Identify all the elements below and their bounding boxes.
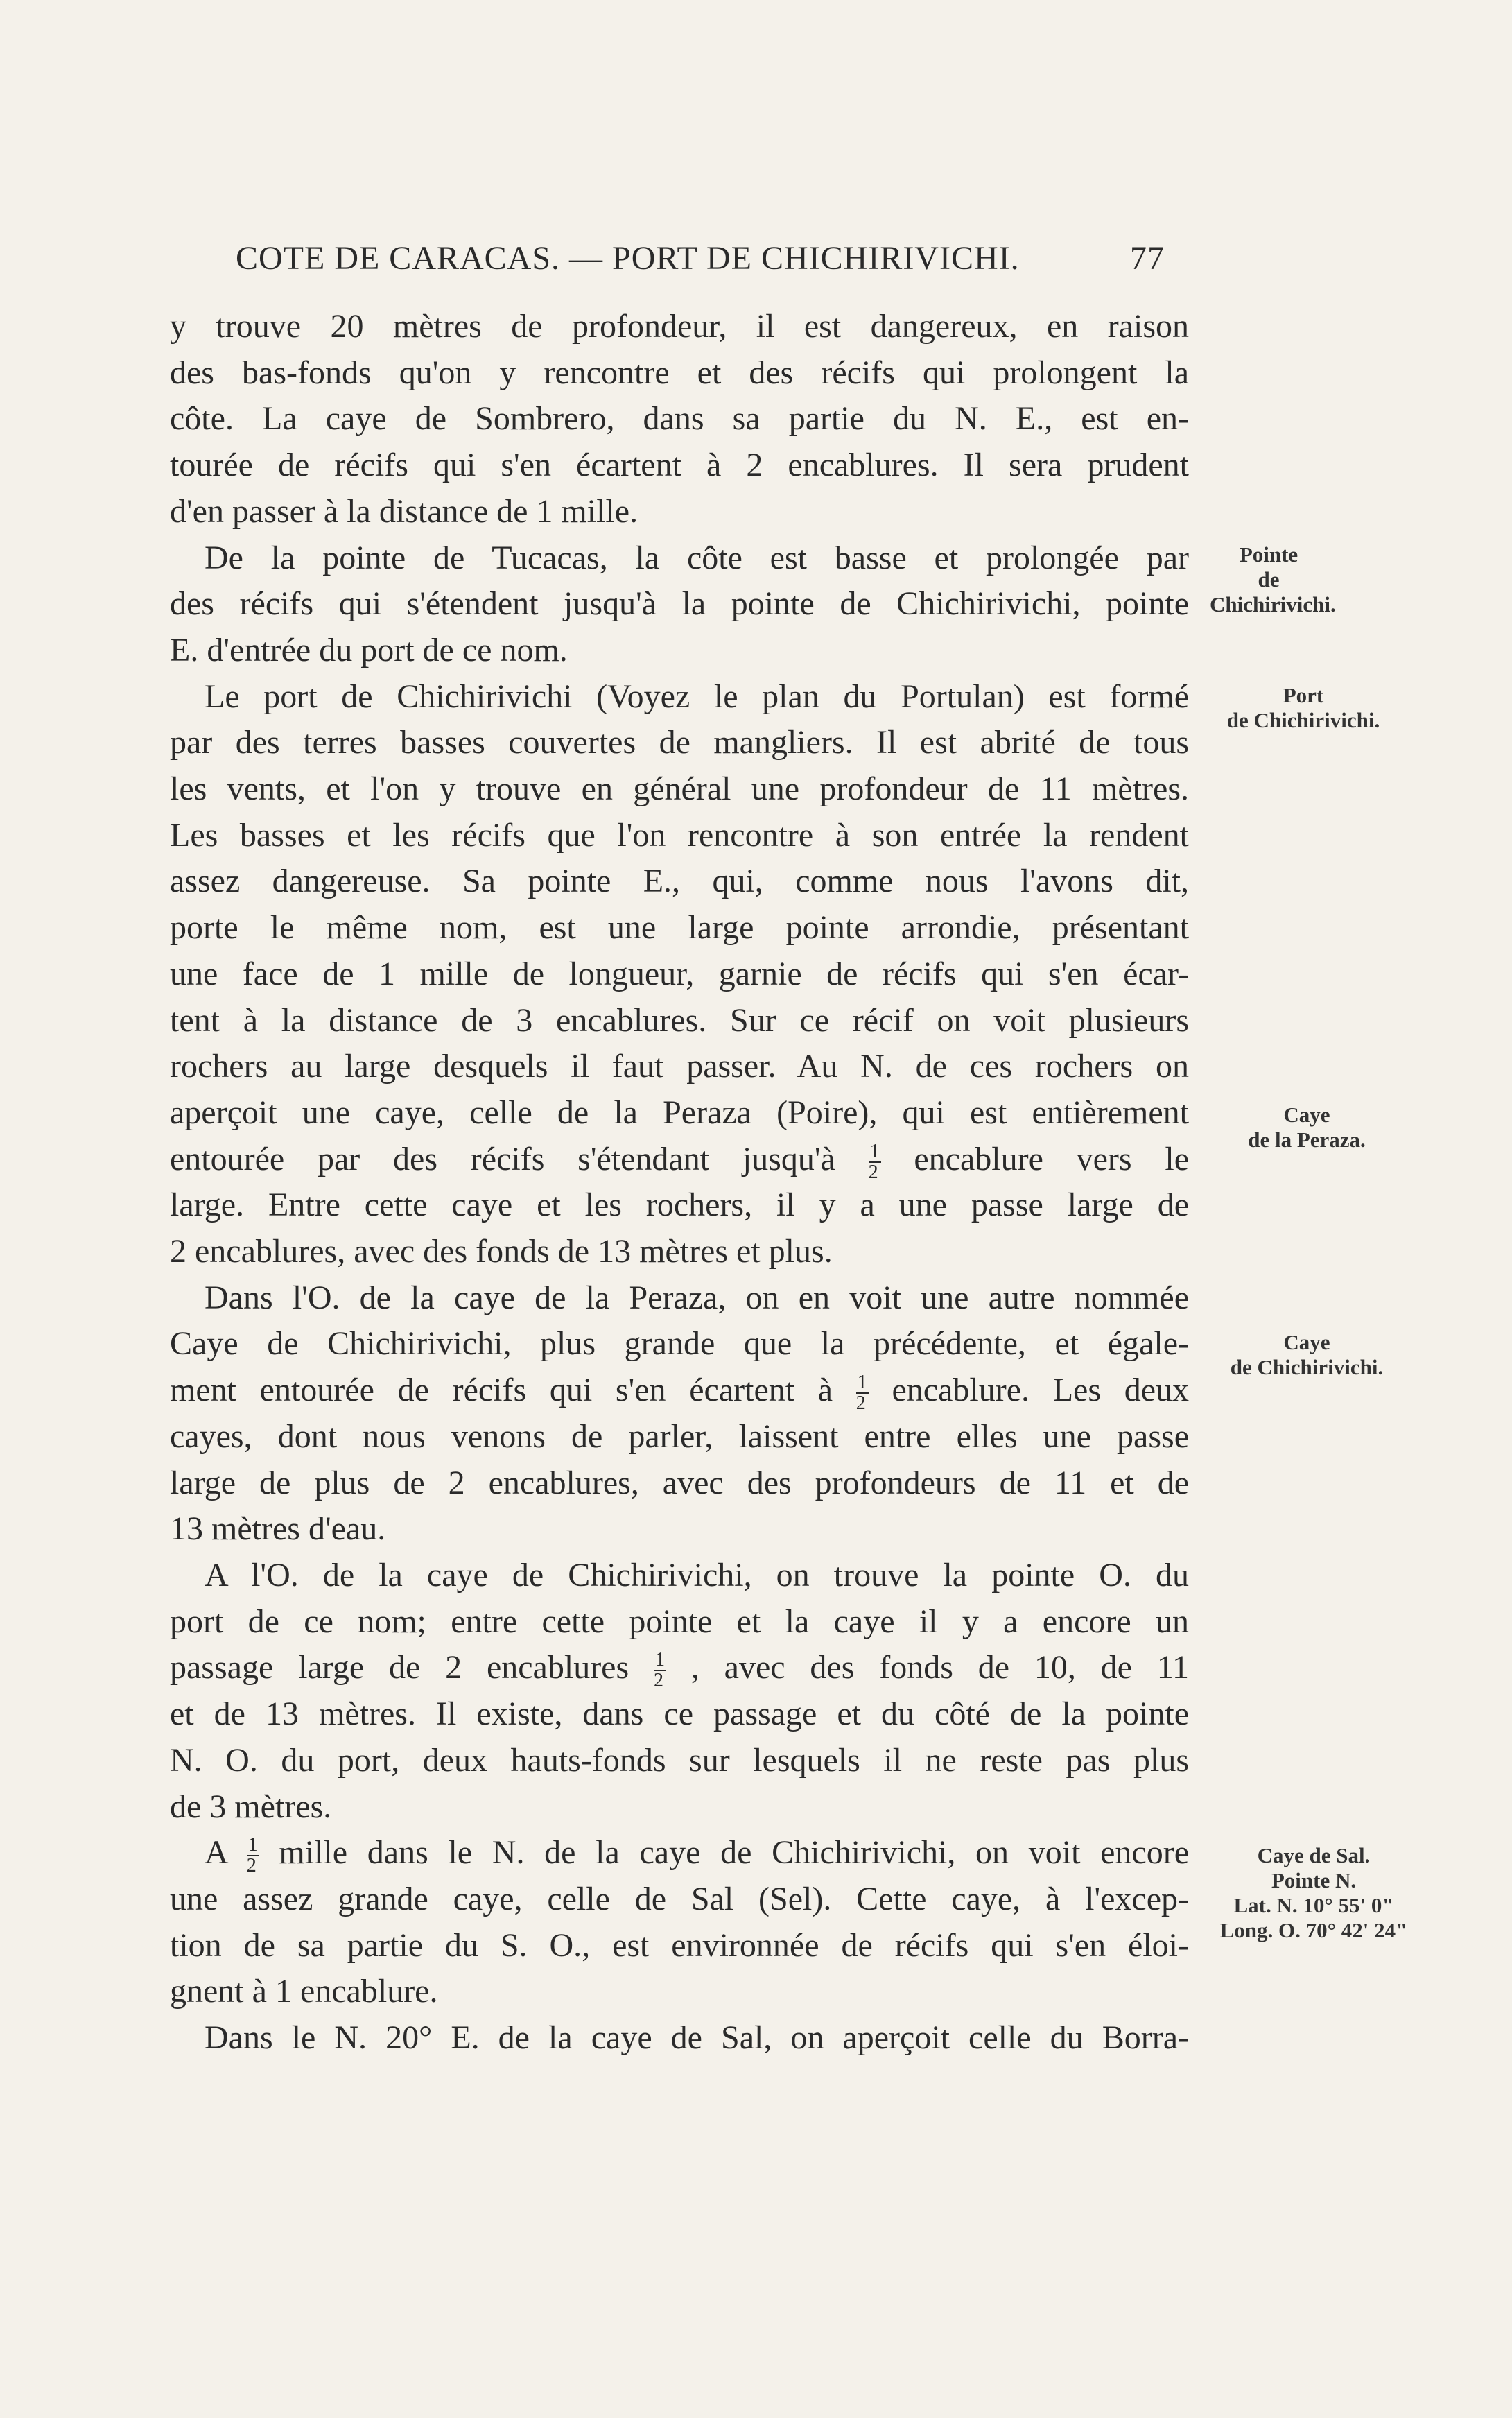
text-line: côte. La caye de Sombrero, dans sa partie du N. E., est en- [170,400,1189,438]
text-line: des récifs qui s'étendent jusqu'à la pointe de Chichirivichi, pointe [170,585,1189,623]
margin-note-line: Long. O. 70° 42' 24" [1219,1918,1408,1942]
text-segment: mille dans le N. de la caye de Chichirivichi, on voit encore [279,1834,1190,1872]
text-line: large de plus de 2 encablures, avec des profondeurs de 11 et de [170,1464,1189,1501]
margin-note-pointe-chichirivichi [1210,542,1336,617]
fraction-denominator: 2 [246,1855,257,1877]
text-line [170,1830,1189,1876]
text-line: gnent à 1 encablure. [170,1973,438,2010]
text-line: assez dangereuse. Sa pointe E., qui, comme nous l'avons dit, [170,863,1189,900]
text-line: une assez grande caye, celle de Sal (Sel). Cette caye, à l'excep- [170,1880,1189,1917]
text-segment: ment entourée de récifs qui s'en écartent à [170,1372,833,1409]
text-line: 2 encablures, avec des fonds de 13 mètres et plus. [170,1233,833,1270]
margin-note-line: de Chichirivichi. [1230,1355,1384,1379]
running-header [236,239,1172,277]
margin-note-line: Caye [1283,1330,1330,1354]
text-line: tourée de récifs qui s'en écartent à 2 encablures. Il sera prudent [170,447,1189,484]
text-segment: , avec des fonds de 10, de 11 [690,1649,1190,1686]
text-segment: A [205,1834,227,1872]
text-segment: encablure. Les deux [892,1372,1190,1409]
text-line: par des terres basses couvertes de mangliers. Il est abrité de tous [170,724,1189,761]
margin-note-line: Pointe N. [1271,1868,1357,1892]
text-line: Les basses et les récifs que l'on rencontre à son entrée la rendent [170,816,1189,854]
text-line: tent à la distance de 3 encablures. Sur ce récif on voit plusieurs [170,1001,1189,1039]
margin-note-line: Caye de Sal. [1257,1843,1371,1867]
margin-note-line: Chichirivichi. [1210,592,1336,616]
text-line: tion de sa partie du S. O., est environnée de récifs qui s'en éloi- [170,1926,1189,1964]
margin-note-line: de [1258,567,1280,591]
text-line: 13 mètres d'eau. [170,1510,386,1548]
fraction-one-half [869,1142,881,1182]
text-line: Le port de Chichirivichi (Voyez le plan du Portulan) est formé [205,677,1189,715]
text-line: aperçoit une caye, celle de la Peraza (Poire), qui est entièrement [170,1094,1189,1131]
text-line: une face de 1 mille de longueur, garnie de récifs qui s'en écar- [170,955,1189,992]
fraction-denominator: 2 [654,1670,663,1692]
page-number: 77 [1130,240,1165,277]
fraction-numerator: 1 [655,1649,665,1671]
text-line: Dans le N. 20° E. de la caye de Sal, on aperçoit celle du Borra- [205,2019,1189,2057]
fraction-one-half [856,1373,869,1413]
text-line: Caye de Chichirivichi, plus grande que la précédente, et égale- [170,1325,1189,1363]
text-line: d'en passer à la distance de 1 mille. [170,492,638,530]
text-line [170,1645,1189,1691]
text-line: des bas-fonds qu'on y rencontre et des récifs qui prolongent la [170,354,1189,391]
text-segment: encablure vers le [914,1140,1190,1177]
text-line: rochers au large desquels il faut passer. Au N. de ces rochers on [170,1048,1189,1085]
text-line: E. d'entrée du port de ce nom. [170,631,568,668]
fraction-one-half [247,1836,259,1876]
text-line: les vents, et l'on y trouve en général une profondeur de 11 mètres. [170,770,1189,808]
fraction-numerator: 1 [869,1140,880,1162]
margin-note-caye-sal [1210,1843,1418,1943]
margin-note-caye-peraza [1224,1103,1390,1152]
margin-note-caye-chichirivichi [1210,1330,1404,1380]
text-line: porte le même nom, est une large pointe arrondie, présentant [170,909,1189,947]
fraction-denominator: 2 [868,1161,878,1183]
text-line: Dans l'O. de la caye de la Peraza, on en voit une autre nommée [205,1279,1189,1316]
fraction-one-half [654,1650,666,1691]
text-line [170,1367,1189,1414]
fraction-numerator: 1 [247,1834,258,1856]
text-segment: entourée par des récifs s'étendant jusqu'à [170,1140,835,1177]
margin-note-port-chichirivichi [1206,683,1400,733]
header-title: COTE DE CARACAS. — PORT DE CHICHIRIVICHI. [236,240,1020,277]
text-line [170,1137,1189,1183]
text-line: De la pointe de Tucacas, la côte est basse et prolongée par [205,539,1189,576]
text-line: N. O. du port, deux hauts-fonds sur lesquels il ne reste pas plus [170,1741,1189,1779]
margin-note-line: Port [1283,683,1324,707]
body-text [170,304,1189,2062]
margin-note-line: Pointe [1239,542,1298,567]
text-line: et de 13 mètres. Il existe, dans ce passage et du côté de la pointe [170,1695,1189,1733]
margin-note-line: Lat. N. 10° 55' 0" [1233,1893,1394,1917]
margin-note-line: de la Peraza. [1248,1128,1366,1152]
margin-note-line: de Chichirivichi. [1226,708,1380,732]
margin-note-line: Caye [1283,1103,1330,1127]
text-line: port de ce nom; entre cette pointe et la caye il y a encore un [170,1603,1189,1640]
text-line: large. Entre cette caye et les rochers, il y a une passe large de [170,1186,1189,1224]
fraction-numerator: 1 [857,1372,867,1394]
text-line: cayes, dont nous venons de parler, laissent entre elles une passe [170,1417,1189,1455]
text-line: A l'O. de la caye de Chichirivichi, on trouve la pointe O. du [205,1556,1189,1594]
text-line: de 3 mètres. [170,1788,332,1825]
text-line: y trouve 20 mètres de profondeur, il est dangereux, en raison [170,308,1189,345]
fraction-denominator: 2 [855,1392,866,1415]
text-segment: passage large de 2 encablures [170,1649,629,1686]
